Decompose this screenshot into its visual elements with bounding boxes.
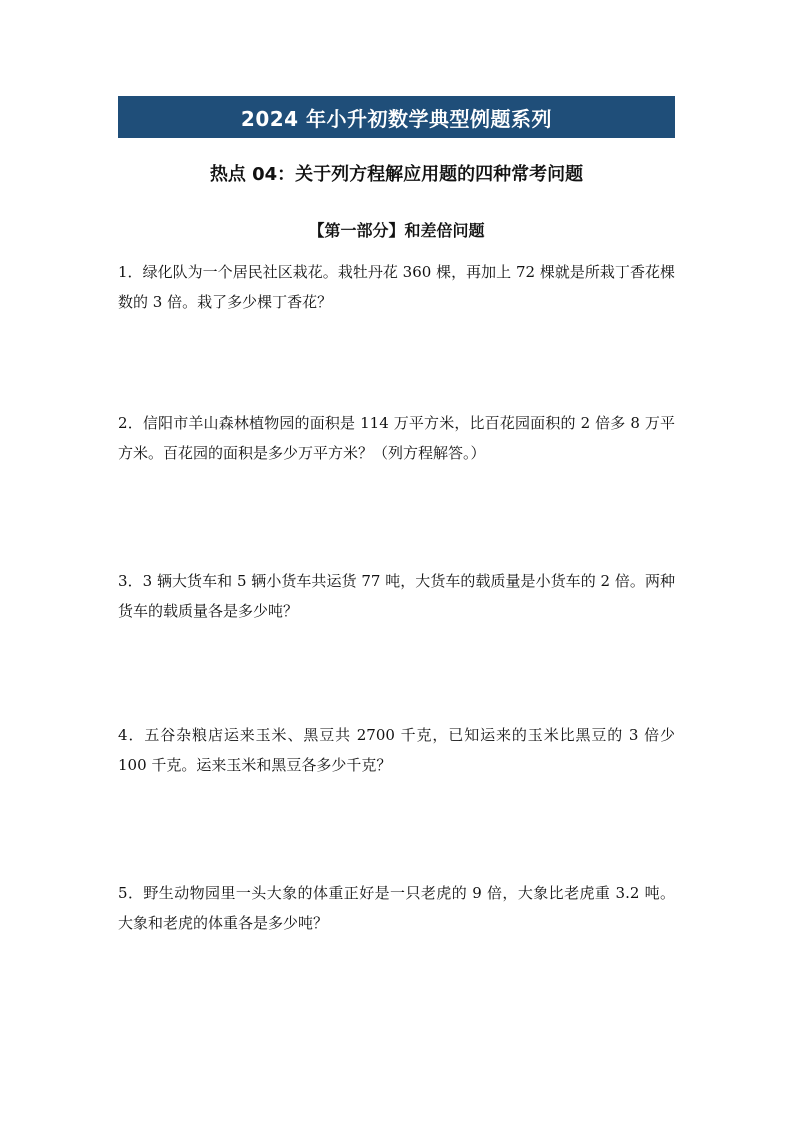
- question-4: 4．五谷杂粮店运来玉米、黑豆共 2700 千克，已知运来的玉米比黑豆的 3 倍少 100 千克。运来玉米和黑豆各多少千克？: [118, 726, 675, 774]
- section-heading: 【第一部分】和差倍问题: [308, 221, 485, 240]
- question-2: 2．信阳市羊山森林植物园的面积是 114 万平方米，比百花园面积的 2 倍多 8 万平方米。百花园的面积是多少万平方米？（列方程解答。）: [118, 414, 675, 462]
- document-subtitle: 热点 04：关于列方程解应用题的四种常考问题: [209, 164, 584, 185]
- title-banner: [118, 96, 675, 138]
- question-5: 5．野生动物园里一头大象的体重正好是一只老虎的 9 倍，大象比老虎重 3.2 吨。大象和老虎的体重各是多少吨？: [118, 884, 675, 932]
- document-title: 2024 年小升初数学典型例题系列: [240, 106, 553, 131]
- question-1: 1．绿化队为一个居民社区栽花。栽牡丹花 360 棵，再加上 72 棵就是所栽丁香花棵数的 3 倍。栽了多少棵丁香花？: [118, 263, 675, 311]
- question-3: 3．3 辆大货车和 5 辆小货车共运货 77 吨，大货车的载质量是小货车的 2 倍。两种货车的载质量各是多少吨？: [118, 572, 675, 620]
